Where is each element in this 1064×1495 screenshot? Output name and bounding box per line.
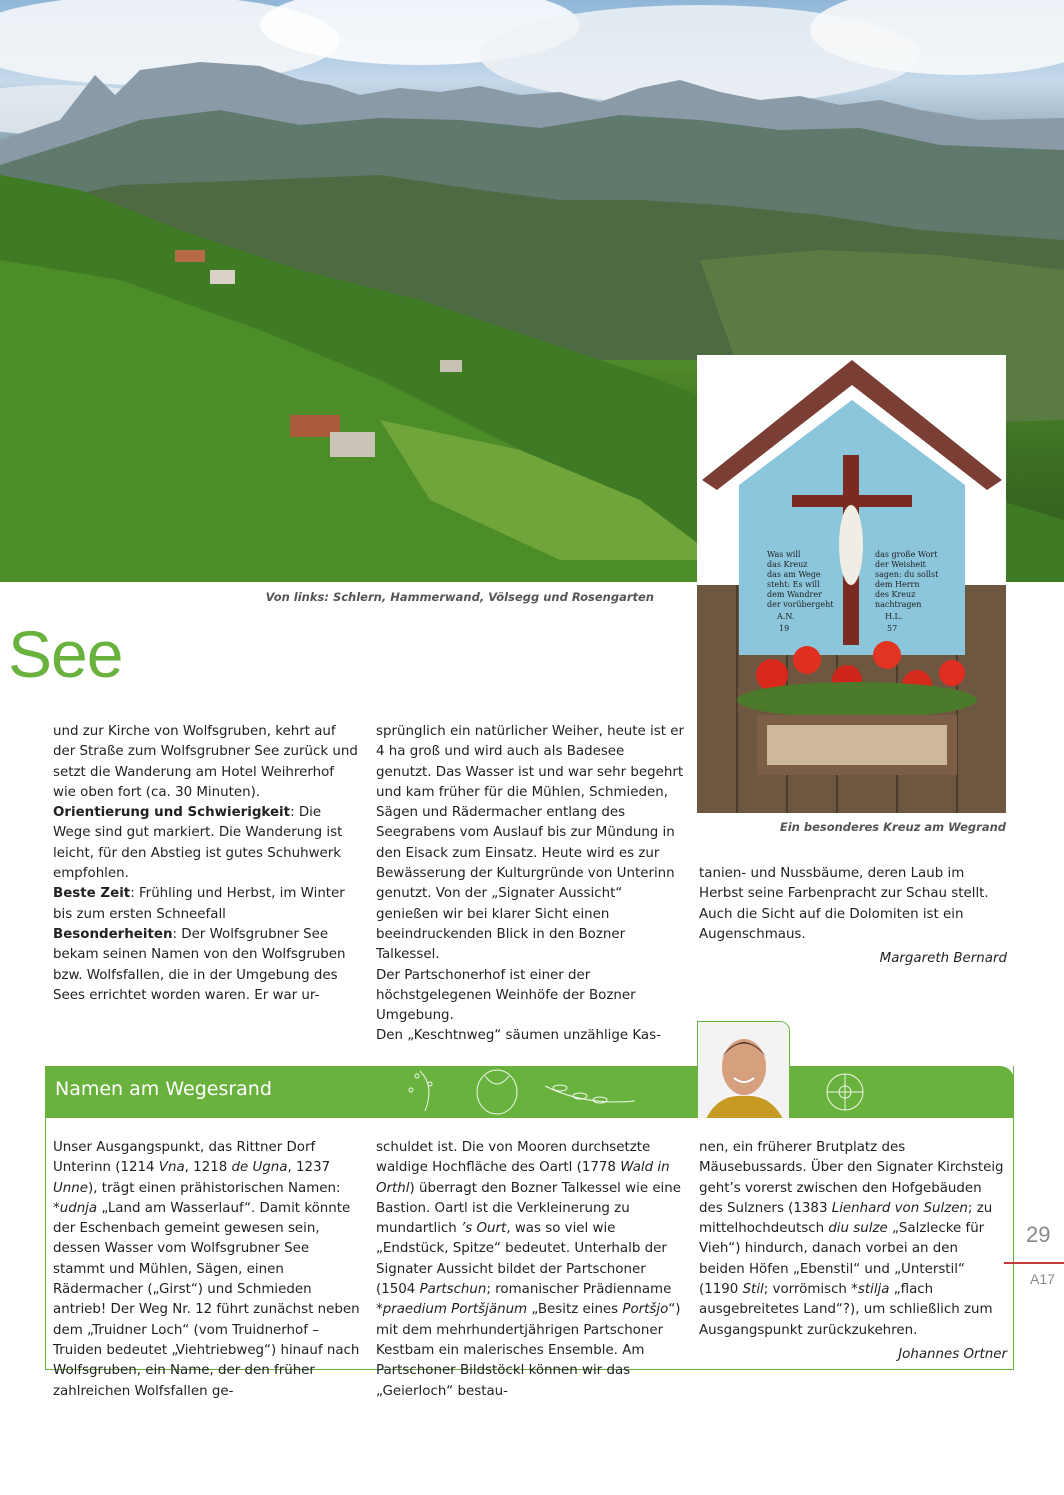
article-label: Besonderheiten bbox=[53, 926, 173, 942]
article-paragraph: Den „Keschtnweg“ säumen unzählige Kas- bbox=[376, 1028, 661, 1044]
page-rule bbox=[1004, 1262, 1064, 1264]
shrine-inscription-left: Was will das Kreuz das am Wege steht: Es will dem Wandrer der vorübergeht A.N. 19 bbox=[767, 550, 834, 633]
page-title: See bbox=[8, 617, 123, 691]
names-paragraph: nen, ein früherer Brutplatz des Mäusebussards. Über den Signater Kirchsteig geht’s vorerst zwischen den Hofgebäuden des Sulzners (1383 Lienhard von Sulzen; zu mittelhochdeutsch diu sulze „Salzlecke für Vieh“) hindurch, danach vorbei an den beiden Höfen „Ebenstil“ und „Unterstil“ (1190 Stil; vorrömisch *stilja „flach ausgebreitetes Land“?), um schließlich zum Ausgangspunkt zurückzukehren. bbox=[699, 1140, 1004, 1338]
article-paragraph: Besonderheiten: Der Wolfsgrubner See bekam seinen Namen von den Wolfsgruben bzw. Wolfsfallen, die in der Umgebung des Sees errichtet worden waren. Er war ur- bbox=[53, 926, 346, 1003]
names-column-3 bbox=[699, 1138, 1007, 1365]
article-author: Margareth Bernard bbox=[879, 951, 1007, 967]
article-paragraph: und zur Kirche von Wolfsgruben, kehrt auf der Straße zum Wolfsgrubner See zurück und setzt die Wanderung am Hotel Weihrerhof wie oben fort (ca. 30 Minuten). bbox=[53, 724, 358, 800]
article-paragraph: Der Partschonerhof ist einer der höchstgelegenen Weinhöfe der Bozner Umgebung. bbox=[376, 967, 636, 1024]
shrine-inscription-right: das große Wort der Weisheit sagen: du sollst dem Herrn des Kreuz nachtragen H.L. 57 bbox=[875, 550, 939, 633]
article-paragraph: Orientierung und Schwierigkeit: Die Wege sind gut markiert. Die Wanderung ist leicht, für den Abstieg ist gutes Schuhwerk empfohlen. bbox=[53, 805, 343, 882]
names-author: Johannes Ortner bbox=[898, 1346, 1007, 1362]
article-paragraph: sprünglich ein natürlicher Weiher, heute ist er 4 ha groß und wird auch als Badesee genutzt. Das Wasser ist und war sehr begehrt und kam früher für die Mühlen, Schmieden, Sägen und Rädermacher entlang des Seegrabens vom Auslauf bis zur Mündung in den Eisack zum Einsatz. Heute wird es zur Bewässerung der Kulturgründe von Unterinn genutzt. Von der „Signater Aussicht“ genießen wir bei klarer Sicht einen beeindruckenden Blick in den Bozner Talkessel. bbox=[376, 724, 684, 963]
article-label: Beste Zeit bbox=[53, 886, 131, 902]
author-portrait bbox=[697, 1021, 790, 1118]
page-code: A17 bbox=[1030, 1271, 1055, 1287]
article-column-2 bbox=[376, 722, 684, 1047]
article-column-1 bbox=[53, 722, 361, 1006]
shrine-cross-photo bbox=[697, 355, 1006, 813]
hero-caption: Von links: Schlern, Hammerwand, Völsegg und Rosengarten bbox=[265, 590, 654, 604]
article-label: Orientierung und Schwierigkeit bbox=[53, 805, 291, 821]
names-column-1: Unser Ausgangspunkt, das Rittner Dorf Unterinn (1214 Vna, 1218 de Ugna, 1237 Unne), trägt einen prähistorischen Namen: *udnja „Land am Wasserlauf“. Damit könnte der Eschenbach gemeint gewesen sein, dessen Wasser vom Wolfsgrubner See stammt und Mühlen, Sägen, einen Rädermacher („Girst“) und Schmieden antrieb! Der Weg Nr. 12 führt zunächst neben dem „Truidner Loch“ (vom Truidnerhof – Truiden bedeutet „Viehtriebweg“) hinauf nach Wolfsgruben, ein Name, der den früher zahlreichen Wolfsfallen ge- bbox=[53, 1140, 360, 1399]
names-column-2: schuldet ist. Die von Mooren durchsetzte waldige Hochfläche des Oartl (1778 Wald in Orthl) überragt den Bozner Talkessel wie eine Bastion. Oartl ist die Verkleinerung zu mundartlich ’s Ourt, was so viel wie „Endstück, Spitze“ bedeutet. Unterhalb der Signater Aussicht bildet der Partschoner (1504 Partschun; romanischer Prädienname *praedium Portšjänum „Besitz eines Portšjo“) mit dem mehrhundertjährigen Partschoner Kestbam ein malerisches Ensemble. Am Partschoner Bildstöckl können wir das „Geierloch“ bestau- bbox=[376, 1140, 682, 1399]
article-paragraph: tanien- und Nussbäume, deren Laub im Herbst seine Farbenpracht zur Schau stellt. Auch die Sicht auf die Dolomiten ist ein Augenschmaus. bbox=[699, 866, 989, 942]
shrine-caption: Ein besonderes Kreuz am Wegrand bbox=[779, 820, 1006, 834]
page-number: 29 bbox=[1026, 1222, 1051, 1247]
article-paragraph: Beste Zeit: Frühling und Herbst, im Winter bis zum ersten Schneefall bbox=[53, 886, 345, 922]
article-column-3 bbox=[699, 864, 1007, 969]
names-box-title: Namen am Wegesrand bbox=[55, 1078, 272, 1100]
